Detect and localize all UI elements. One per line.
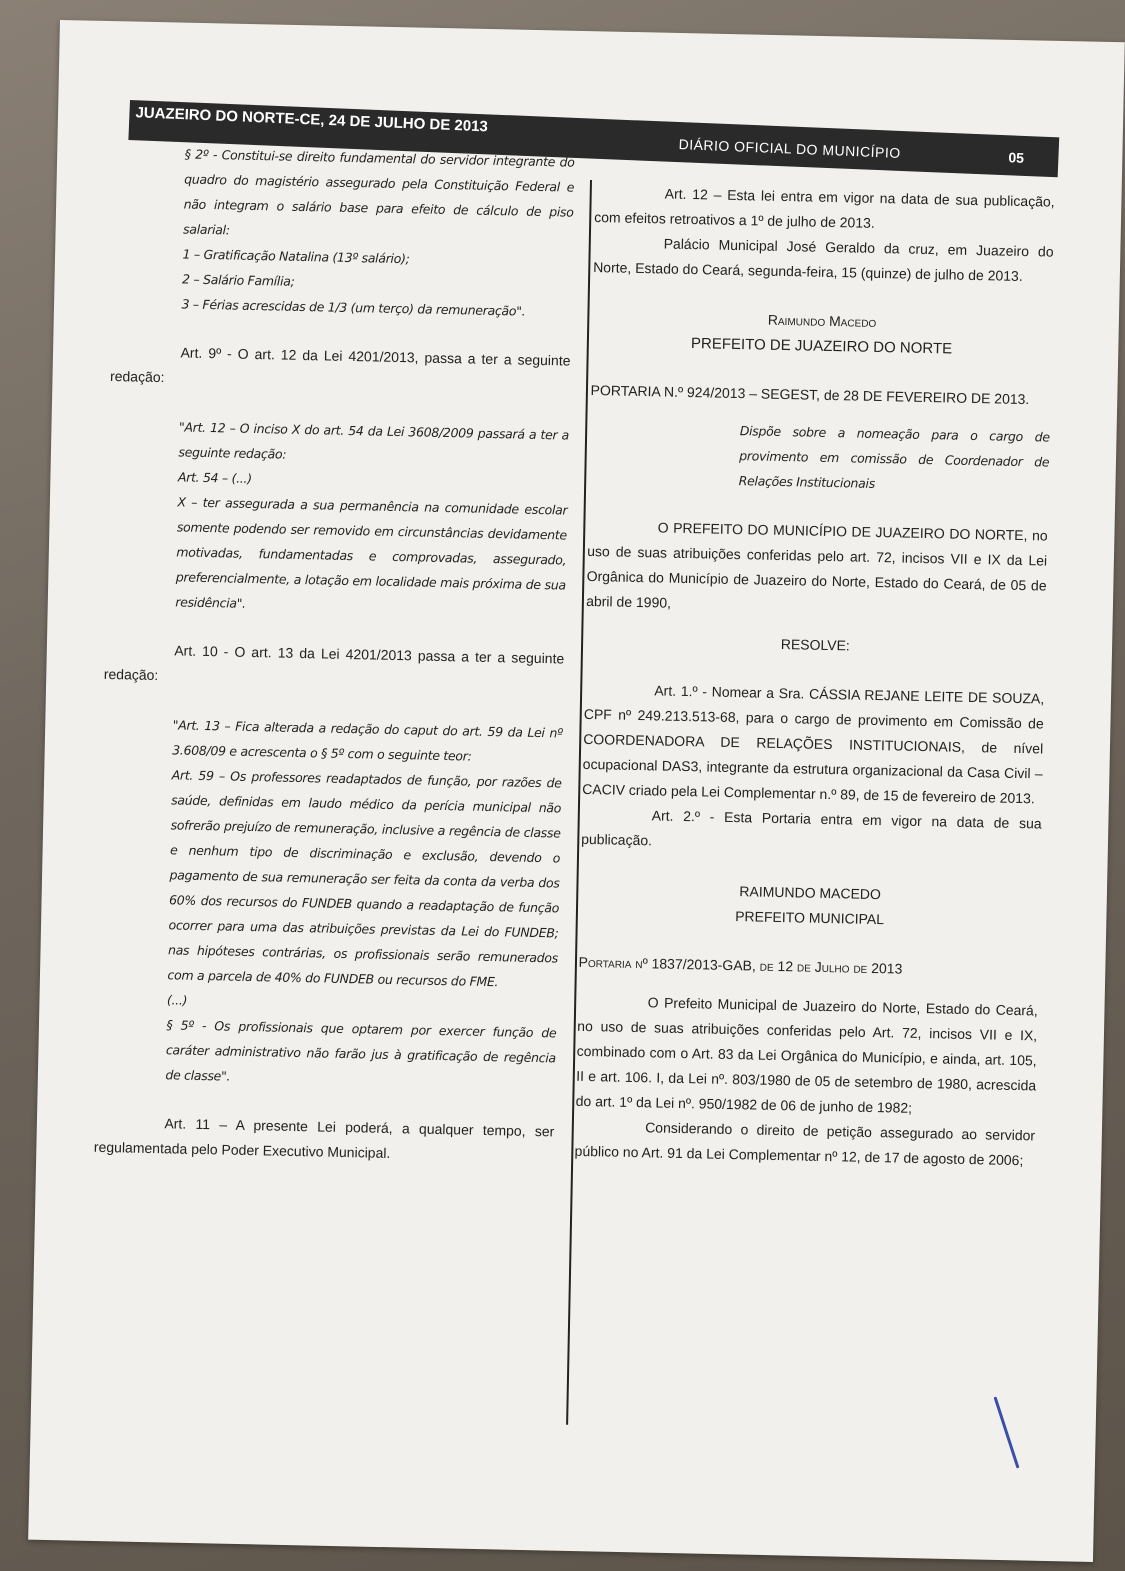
signature-name: RAIMUNDO MACEDO — [739, 883, 882, 903]
paragraph: § 5º - Os profissionais que optarem por exercer função de caráter administrativo não farão jus à gratificação de regência de classe". — [165, 1017, 557, 1084]
header-date: JUAZEIRO DO NORTE-CE, 24 DE JULHO DE 2013 — [135, 104, 489, 136]
article-heading: Art. 10 - O art. 13 da Lei 4201/2013 passa a ter a seguinte redação: — [103, 642, 565, 684]
paragraph: (...) — [166, 992, 188, 1008]
list-item: 2 – Salário Família; — [181, 271, 295, 289]
pen-mark — [993, 1396, 1019, 1468]
signature-name: Raimundo Macedo — [767, 311, 877, 330]
list-item: 1 – Gratificação Natalina (13º salário); — [182, 246, 410, 267]
header-publication: DIÁRIO OFICIAL DO MUNICÍPIO — [678, 136, 902, 161]
portaria-title: PORTARIA N.º 924/2013 – SEGEST, de 28 DE FEVEREIRO DE 2013. — [590, 381, 1030, 408]
paragraph: Palácio Municipal José Geraldo da cruz, em Juazeiro do Norte, Estado do Ceará, segunda-feira, 15 (quinze) de julho de 2013. — [593, 235, 1054, 284]
paragraph: X – ter assegurada a sua permanência na comunidade escolar somente podendo ser removido em circunstâncias devidamente motivadas, fundamentadas e comprovadas, assegurado, preferencialmente, a lotação em localidade mais próxima de sua residência". — [175, 494, 568, 611]
article-heading: Art. 11 – A presente Lei poderá, a qualquer tempo, ser regulamentada pelo Poder Executivo Municipal. — [93, 1115, 555, 1161]
paragraph: § 2º - Constitui-se direito fundamental do servidor integrante do quadro do magistério assegurado pela Constituição Federal e não integram o salário base para efeito de cálculo de piso salarial: — [182, 146, 575, 238]
paragraph: "Art. 12 – O inciso X do art. 54 da Lei 3608/2009 passará a ter a seguinte redação: — [178, 419, 570, 462]
right-column — [574, 180, 1055, 1173]
signature-title: PREFEITO MUNICIPAL — [735, 908, 885, 928]
paragraph: O Prefeito Municipal de Juazeiro do Norte, Estado do Ceará, no uso de suas atribuições conferidas pelo Art. 72, incisos VII e IX, combinado com o Art. 83 da Lei Orgânica do Município, e ainda, art. 105, II e art. 106. I, da Lei nº. 803/1980 de 05 de setembro de 1980, acrescida do art. 1º da Lei nº. 950/1982 de 06 de junho de 1982; — [575, 994, 1038, 1116]
resolve-heading: RESOLVE: — [780, 635, 850, 654]
portaria-ementa: Dispõe sobre a nomeação para o cargo de provimento em comissão de Coordenador de Relações Institucionais — [738, 423, 1050, 491]
list-item: 3 – Férias acrescidas de 1/3 (um terço) da remuneração". — [181, 296, 526, 319]
portaria-title: Portaria nº 1837/2013-GAB, de 12 de Julho de 2013 — [578, 953, 903, 977]
signature-title: PREFEITO DE JUAZEIRO DO NORTE — [690, 335, 953, 358]
paragraph: "Art. 13 – Fica alterada a redação do caput do art. 59 da Lei nº 3.608/09 e acrescenta o § 5º com o seguinte teor: — [172, 717, 563, 764]
paragraph: Art. 2.º - Esta Portaria entra em vigor na data de sua publicação. — [581, 807, 1042, 849]
paragraph: Art. 59 – Os professores readaptados de função, por razões de saúde, definidas em laudo médico da perícia municipal não sofrerão prejuízo de remuneração, inclusive a regência de classe e nenhum tipo de discriminação e exclusão, devendo o pagamento de sua remuneração ser feita da conta da verba dos 60% dos recursos do FUNDEB quando a readaptação de função ocorrer para uma das atribuições previstas da Lei do FUNDEB; nas hipóteses contrárias, os profissionais serão remunerados com a parcela de 40% do FUNDEB ou recursos do FME. — [167, 767, 562, 990]
article-heading: Art. 9º - O art. 12 da Lei 4201/2013, passa a ter a seguinte redação: — [109, 344, 571, 386]
paragraph: O PREFEITO DO MUNICÍPIO DE JUAZEIRO DO NORTE, no uso de suas atribuições conferidas pelo art. 72, incisos VII e IX da Lei Orgânica do Município de Juazeiro do Norte, Estado do Ceará, de 05 de abril de 1990, — [586, 519, 1048, 611]
paragraph: Art. 54 – (...) — [177, 469, 252, 486]
left-column — [94, 140, 575, 1169]
page-number: 05 — [1008, 149, 1025, 166]
paragraph: Art. 1.º - Nomear a Sra. CÁSSIA REJANE LEITE DE SOUZA, CPF nº 249.213.513-68, para o cargo de provimento em Comissão de COORDENADORA DE RELAÇÕES INSTITUCIONAIS, de nível ocupacional DAS3, integrante da estrutura organizacional da Casa Civil – CACIV criado pela Lei Complementar n.º 89, de 15 de fevereiro de 2013. — [582, 682, 1045, 807]
paragraph: Considerando o direito de petição assegurado ao servidor público no Art. 91 da Lei Complementar nº 12, de 17 de agosto de 2006; — [574, 1119, 1036, 1169]
paragraph: Art. 12 – Esta lei entra em vigor na data de sua publicação, com efeitos retroativos a 1º de julho de 2013. — [594, 185, 1055, 231]
